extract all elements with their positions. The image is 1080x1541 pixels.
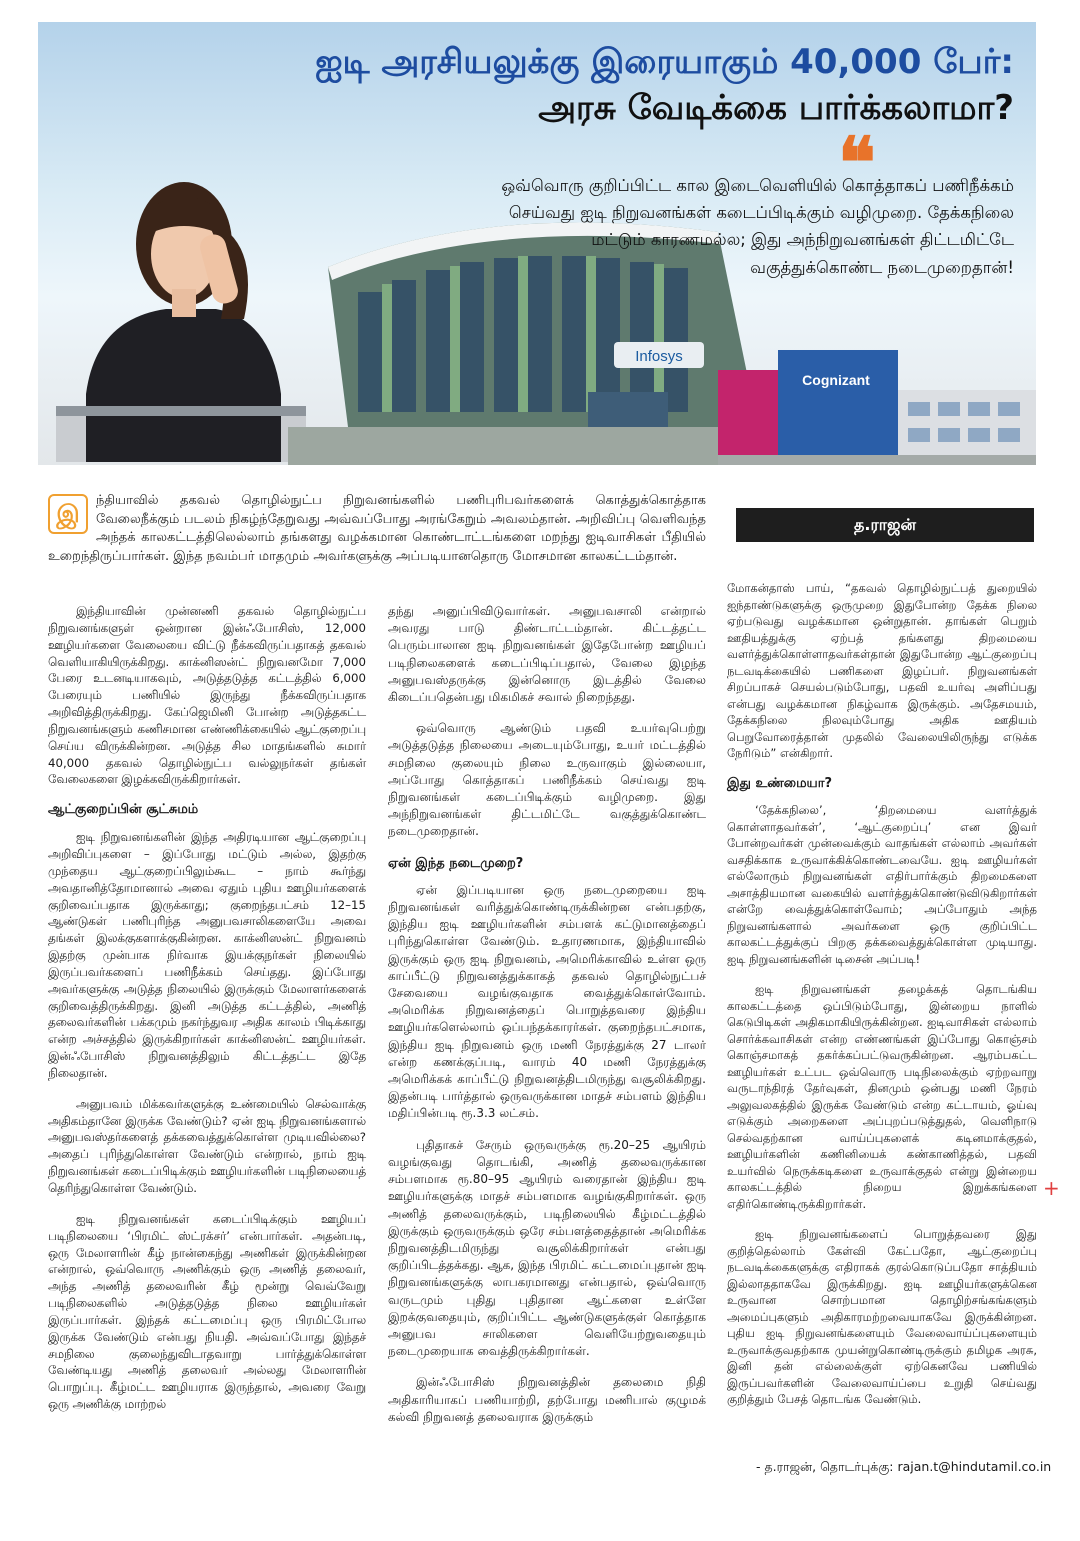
paragraph: ஐடி நிறுவனங்களின் இந்த அதிரடியான ஆட்குறைப்பு அறிவிப்புகளை – இப்போது மட்டும் அல்ல, இதற்கு முந்தைய ஆட்குறைப்பிலும்கூட – நாம் கூர்ந்து அவதானித்தோமானால் அவை ஏதும் புதிய ஊழியர்களைக் குறிவைப்பதாக இருக்காது; குறைந்தபட்சம் 12–15 ஆண்டுகள் பணிபுரிந்த அனுபவசாலிகளையே அவை தங்கள் இலக்குகளாக்குகின்றன. காக்னிஸன்ட் நிறுவனம் இதற்கு முன்பாக நிர்வாக இயக்குநர்கள் நிலையில் இருப்பவர்களைப் பணிநீக்கம் செய்தது. இப்போது அவர்களுக்கு அடுத்த நிலையில் இருக்கும் மேலாளர்களைக் குறிவைத்திருக்கிறது. இனி அடுத்த கட்டத்தில், அணித் தலைவர்களின் பக்கமும் நகர்ந்துவர அதிக காலம் பிடிக்காது என்ற அச்சத்தில் இருக்கிறார்கள் காக்னிஸன்ட் ஊழியர்கள். இன்ஃபோசிஸ் நிறுவனத்திலும் கிட்டத்தட்ட இதே நிலைதான். <box>48 830 366 1080</box>
crop-mark-icon: + <box>1043 1176 1060 1200</box>
paragraph: ஏன் இப்படியான ஒரு நடைமுறையை ஐடி நிறுவனங்கள் வரித்துக்கொண்டிருக்கின்றன என்பதற்கு, இந்திய ஐடி ஊழியர்களின் சம்பளக் கட்டுமானத்தைப் புரிந்துகொள்ள வேண்டும். உதாரணமாக, இந்தியாவில் இருக்கும் ஒரு ஐடி நிறுவனம், அமெரிக்காவில் உள்ள ஒரு காப்பீட்டு நிறுவனத்துக்காகத் தகவல் தொழில்நுட்பச் சேவையை வழங்குவதாக வைத்துக்கொள்வோம். அமெரிக்க நிறுவனத்தைப் பொறுத்தவரை இந்திய ஊழியர்களெல்லாம் ஒப்பந்தக்காரர்கள். குறைந்தபட்சமாக, இந்திய ஐடி நிறுவனம் ஒரு மணி நேரத்துக்கு 27 டாலர் என்ற கணக்குப்படி, வாரம் 40 மணி நேரத்துக்கு அமெரிக்கக் காப்பீட்டு நிறுவனத்திடமிருந்து வசூலிக்கிறது. இதன்படி பார்த்தால் ஒருவருக்கான மாதச் சம்பளம் இந்திய மதிப்பின்படி ரூ.3.3 லட்சம். <box>388 882 706 1121</box>
quote-mark-icon: ❝ <box>838 121 876 204</box>
paragraph: ஒவ்வொரு ஆண்டும் பதவி உயர்வுபெற்று அடுத்தடுத்த நிலையை அடையும்போது, உயர் மட்டத்தில் சமநிலை குலையும் நிலை உருவாகும் இல்லையா, அப்போது கொத்தாகப் பணிநீக்கம் செய்வது ஐடி நிறுவனங்கள் கடைப்பிடிக்கும் வழிமுறை. இது அந்நிறுவனங்கள் திட்டமிட்டே வகுத்துக்கொண்ட நடைமுறைதான். <box>388 721 706 839</box>
hero-banner <box>38 22 1036 465</box>
headline-line-2: அரசு வேடிக்கை பார்க்கலாமா? <box>538 88 1014 128</box>
subheading: இது உண்மையா? <box>727 775 833 791</box>
paragraph: இந்தியாவின் முன்னணி தகவல் தொழில்நுட்ப நிறுவனங்களுள் ஒன்றான இன்ஃபோசிஸ், 12,000 ஊழியர்களை வேலையை விட்டு நீக்கவிருப்பதாகத் தகவல் வெளியாகியிருக்கிறது. காக்னிஸன்ட் நிறுவனமோ 7,000 பேரை உடனடியாகவும், அடுத்தடுத்த கட்டத்தில் 6,000 பேரையும் பணியில் இருந்து நீக்கவிருப்பதாக அறிவித்திருக்கிறது. கேப்ஜெமினி போன்ற அடுத்தகட்ட நிறுவனங்களும் கணிசமான எண்ணிக்கையில் ஆட்குறைப்பு செய்ய விருக்கின்றன. அடுத்த சில மாதங்களில் சுமார் 40,000 தகவல் தொழில்நுட்ப வல்லுநர்கள் தங்கள் வேலைகளை இழக்கவிருக்கிறார்கள். <box>48 604 366 787</box>
column-2 <box>388 603 706 1440</box>
paragraph: ‘தேக்கநிலை’, ‘திறமையை வளர்த்துக் கொள்ளாதவர்கள்’, ‘ஆட்குறைப்பு’ என இவர் போன்றவர்கள் முன்வைக்கும் வாதங்கள் எல்லாம் அவர்கள் வசதிக்காக உருவாக்கிக்கொண்டவையே. ஐடி ஊழியர்கள் எல்லோரும் நிறுவனங்கள் எதிர்பார்க்கும் திறமைகளை அசாத்தியமான வகையில் வளர்த்துக்கொண்டுவிடுகிறார்கள் என்றே வைத்துக்கொள்வோம்; அப்போதும் அந்த நிறுவனங்களால் அவர்களை ஒரு குறிப்பிட்ட காலகட்டத்துக்குப் பிறகு தக்கவைத்துக்கொள்ள முடியாது. ஐடி நிறுவனங்களின் டிசைன் அப்படி! <box>727 803 1037 966</box>
dropcap: இ <box>48 494 88 534</box>
pull-quote: ஒவ்வொரு குறிப்பிட்ட கால இடைவெளியில் கொத்தாகப் பணிநீக்கம் செய்வது ஐடி நிறுவனங்கள் கடைப்பிடிக்கும் வழிமுறை. தேக்கநிலை மட்டும் காரணமல்ல; இது அந்நிறுவனங்கள் திட்டமிட்டே வகுத்துக்கொண்ட நடைமுறைதான்! <box>501 176 1014 277</box>
headline-line-1: ஐடி அரசியலுக்கு இரையாகும் 40,000 பேர்: <box>315 42 1014 82</box>
paragraph: இன்ஃபோசிஸ் நிறுவனத்தின் தலைமை நிதி அதிகாரியாகப் பணியாற்றி, தற்போது மணிபால் குழுமக் கல்வி நிறுவனத் தலைவராக இருக்கும் <box>388 1375 706 1424</box>
article-intro <box>48 492 706 566</box>
paragraph: ஐடி நிறுவனங்கள் கடைப்பிடிக்கும் ஊழியப் படிநிலையை ‘பிரமிட் ஸ்ட்ரக்சர்’ என்பார்கள். அதன்படி, ஒரு மேலாளரின் கீழ் நான்கைந்து அணிகள் இருக்கின்றன என்றால், ஒவ்வொரு அணிக்கும் ஒரு அணித் தலைவர், அந்த அணித் தலைவரின் கீழ் மூன்று வெவ்வேறு படிநிலைகளில் அடுத்தடுத்த நிலை ஊழியர்கள் இருப்பார்கள். இந்தக் கட்டமைப்பு ஒரு பிரமிட்போல இருக்க வேண்டும் என்பது நியதி. அவ்வப்போது இந்தச் சமநிலை குலைந்துவிடாதவாறு பார்த்துக்கொள்ள வேண்டியது அணித் தலைவர் அல்லது மேலாளரின் பொறுப்பு. கீழ்மட்ட ஊழியராக இருந்தால், அவரை வேறு ஒரு அணிக்கு மாற்றல் <box>48 1211 366 1412</box>
subheading: ஆட்குறைப்பின் சூட்சுமம் <box>48 802 199 818</box>
paragraph: தந்து அனுப்பிவிடுவார்கள். அனுபவசாலி என்றால் அவரது பாடு திண்டாட்டம்தான். கிட்டத்தட்ட பெரும்பாலான ஐடி நிறுவனங்கள் இதேபோன்ற ஊழியப் படிநிலைகளைக் கடைப்பிடிப்பதால், வேலை இழந்த அனுபவஸ்தருக்கு இன்னொரு இடத்தில் வேலை கிடைப்பதென்பது மிகமிகச் சவால் நிறைந்தது. <box>388 604 706 705</box>
paragraph: அனுபவம் மிக்கவர்களுக்கு உண்மையில் செல்வாக்கு அதிகம்தானே இருக்க வேண்டும்? ஏன் ஐடி நிறுவனங்களால் அனுபவஸ்தர்களைத் தக்கவைத்துக்கொள்ள முடியவில்லை? அதைப் புரிந்துகொள்ள வேண்டும் என்றால், நாம் ஐடி நிறுவனங்கள் கடைப்பிடிக்கும் ஊழியர்களின் படிநிலையைத் தெரிந்துகொள்ள வேண்டும். <box>48 1096 366 1195</box>
subheading: ஏன் இந்த நடைமுறை? <box>388 855 524 871</box>
column-1 <box>48 603 366 1427</box>
cognizant-sign: Cognizant <box>802 372 870 388</box>
paragraph: புதிதாகச் சேரும் ஒருவருக்கு ரூ.20–25 ஆயிரம் வழங்குவது தொடங்கி, அணித் தலைவருக்கான சம்பளமாக ரூ.80–95 ஆயிரம் வரைதான் இந்திய ஐடி ஊழியர்களுக்கு மாதச் சம்பளமாக வழங்குகிறார்கள். ஒரு அணித் தலைவருக்கும், படிநிலையில் கீழ்மட்டத்தில் இருக்கும் ஒருவருக்கும் ஒரே சம்பளத்தைத்தான் அமெரிக்க நிறுவனத்திடமிருந்து வசூலிக்கிறார்கள் என்பது குறிப்பிடத்தக்கது. ஆக, இந்த பிரமிட் கட்டமைப்புதான் ஐடி நிறுவனங்களுக்கு லாபகரமானது என்பதால், ஒவ்வொரு வருடமும் புதிது புதிதான ஆட்களை உள்ளே இறக்குவதையும், குறிப்பிட்ட ஆண்டுகளுக்குள் கொத்தாக அனுபவ சாலிகளை வெளியேற்றுவதையும் நடைமுறையாக வைத்திருக்கிறார்கள். <box>388 1137 706 1359</box>
woman-photo <box>56 144 306 462</box>
cognizant-building-photo <box>718 340 1036 465</box>
column-3 <box>727 580 1037 1422</box>
paragraph: ஐடி நிறுவனங்கள் தழைக்கத் தொடங்கிய காலகட்டத்தை ஒப்பிடும்போது, இன்றைய நாளில் கெடுபிடிகள் அதிகமாகியிருக்கின்றன. ஐடிவாசிகள் எல்லாம் சொர்க்கவாசிகள் என்ற எண்ணங்கள் இப்போது கொஞ்சம் கொஞ்சமாகத் தகர்க்கப்பட்டுவருகின்றன. ஆரம்பகட்ட ஊழியர்கள் உட்பட ஒவ்வொரு படிநிலைக்கும் ஏற்றவாறு வருடாந்திரத் தேர்வுகள், தினமும் ஒன்பது மணி நேரம் அலுவலகத்தில் இருக்க வேண்டும் என்ற கட்டாயம், ஓய்வு எடுக்கும் அறைகளை அப்புறப்படுத்துதல், வெளிநாடு செல்வதற்கான வாய்ப்புகளைக் கடினமாக்குதல், ஊழியர்களின் கணினியைக் கண்காணித்தல், பதவி உயர்வில் நெருக்கடிகளை உருவாக்குதல் என்று இன்றைய காலகட்டத்தில் நிறைய இறுக்கங்களை எதிர்கொண்டிருக்கிறார்கள். <box>727 982 1037 1211</box>
paragraph: ஐடி நிறுவனங்களைப் பொறுத்தவரை இது குறித்தெல்லாம் கேள்வி கேட்பதோ, ஆட்குறைப்பு நடவடிக்கைகளுக்கு எதிராகக் குரல்கொடுப்பதோ சாத்தியம் இல்லாததாகவே இருக்கிறது. ஐடி ஊழியர்களுக்கென உருவான சொற்பமான தொழிற்சங்கங்களும் அமைப்புகளும் அதிகாரமற்றவையாகவே இருக்கின்றன. புதிய ஐடி நிறுவனங்களையும் வேலைவாய்ப்புகளையும் உருவாக்குவதற்காக முயன்றுகொண்டிருக்கும் தமிழக அரசு, இனி தன் எல்லைக்குள் ஏற்கெனவே பணியில் இருப்பவர்களின் வேலைவாய்ப்பை உறுதி செய்வது குறித்தும் பேசத் தொடங்க வேண்டும். <box>727 1227 1037 1406</box>
infosys-sign: Infosys <box>635 348 683 365</box>
author-contact: - த.ராஜன், தொடர்புக்கு: rajan.t@hindutamil.co.in <box>756 1459 1052 1474</box>
intro-text: ந்தியாவில் தகவல் தொழில்நுட்ப நிறுவனங்களில் பணிபுரிபவர்களைக் கொத்துக்கொத்தாக வேலைநீக்கும் படலம் நிகழ்ந்தேறுவது அவ்வப்போது அரங்கேறும் அவலம்தான். அறிவிப்பு வெளிவந்த அந்தக் காலகட்டத்திலெல்லாம் தங்களது வழக்கமான கொண்டாட்டங்களை மறந்து ஐடிவாசிகள் பீதியில் உறைந்திருப்பார்கள். இந்த நவம்பர் மாதமும் அவர்களுக்கு அப்படியானதொரு மோசமான காலகட்டம்தான். <box>48 493 706 564</box>
author-byline: த.ராஜன் <box>736 508 1034 542</box>
paragraph: மோகன்தாஸ் பாய், “தகவல் தொழில்நுட்பத் துறையில் ஐந்தாண்டுகளுக்கு ஒருமுறை இதுபோன்ற தேக்க நிலை ஏற்படுவது வழக்கமான ஒன்றுதான். தாங்கள் பெறும் ஊதியத்துக்கு ஏற்பத் தங்களது திறமையை வளர்த்துக்கொள்ளாதவர்கள்தான் இதுபோன்ற ஆட்குறைப்பு நடவடிக்கையில் பணிகளை இழப்பர். நிறுவனங்கள் சிறப்பாகச் செயல்படும்போது, பதவி உயர்வு அளிப்பது என்பது வழக்கமான நிகழ்வாக இருக்கும். அதேசமயம், தேக்கநிலை நிலவும்போது அதிக ஊதியம் பெறுவோரைத்தான் முதலில் வேலையிலிருந்து எடுக்க நேரிடும்” என்கிறார். <box>727 581 1037 760</box>
